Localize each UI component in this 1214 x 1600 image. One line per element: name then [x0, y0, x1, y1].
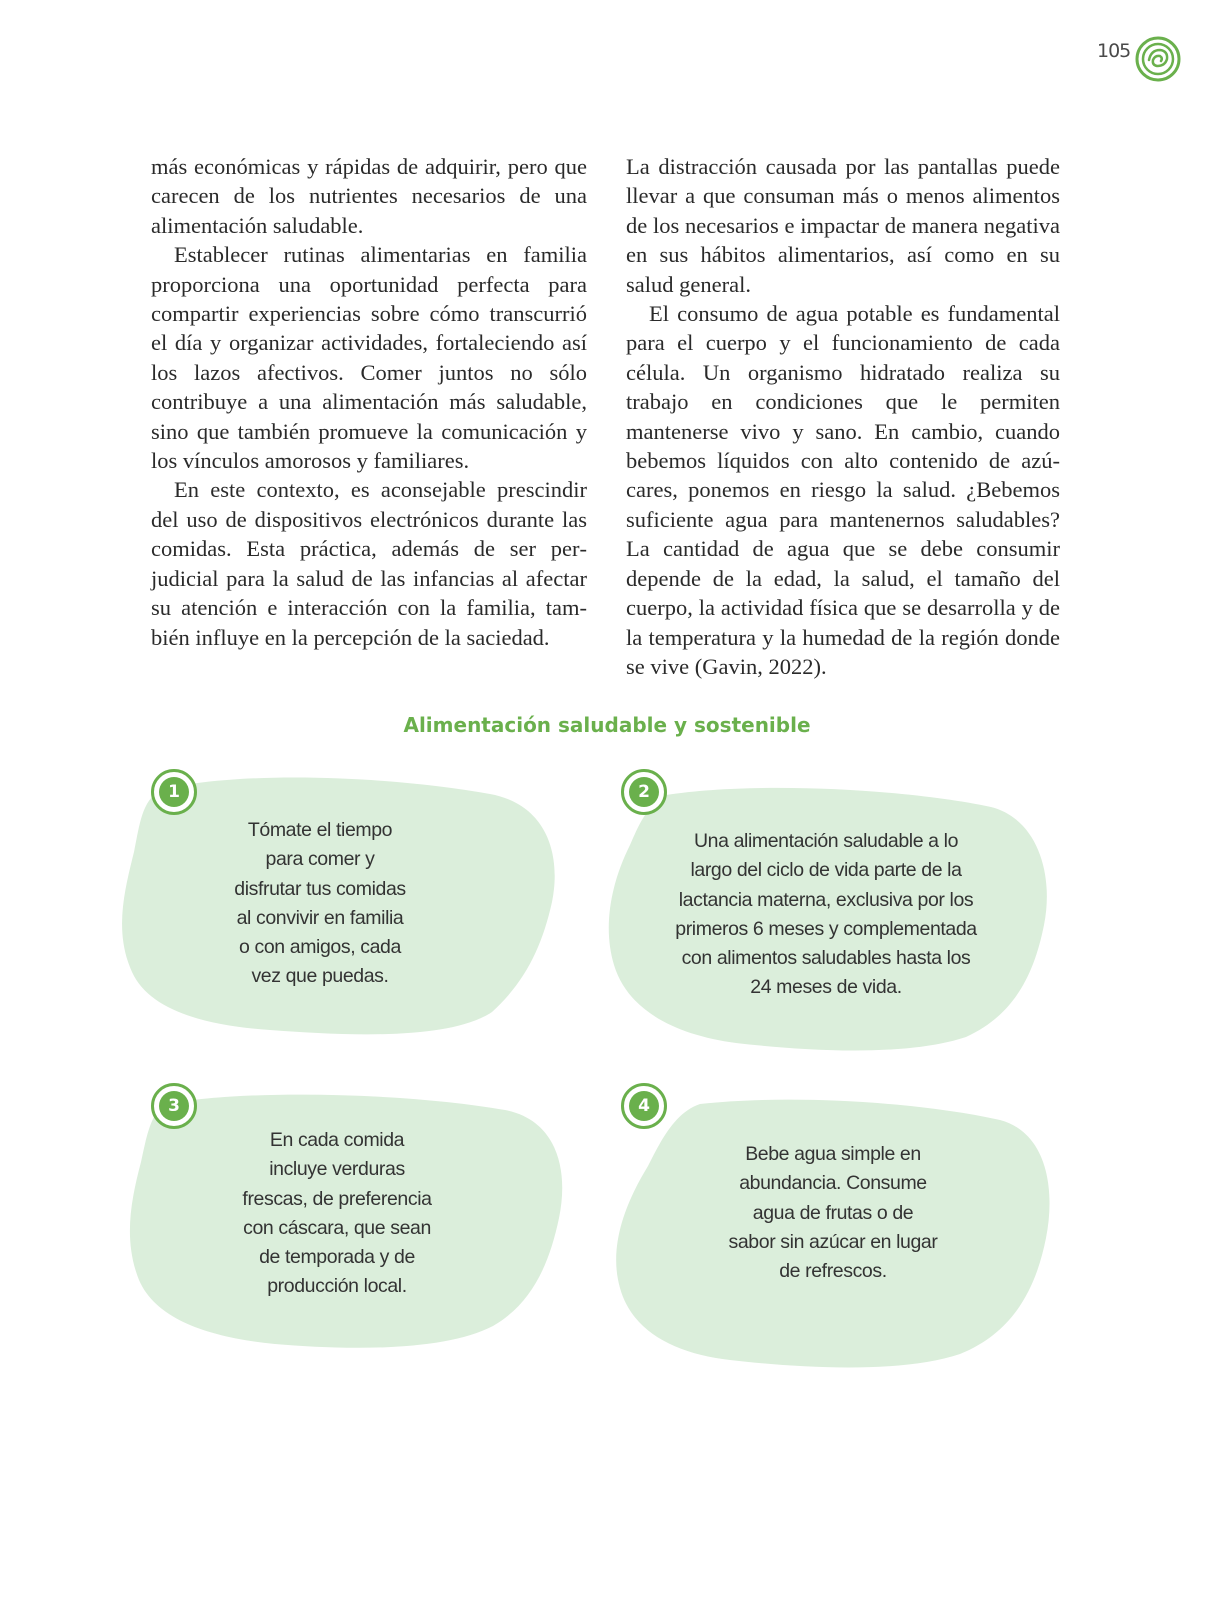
tip-number-badge-3	[151, 1083, 197, 1129]
tip-number: 4	[638, 1096, 650, 1116]
tip-text	[215, 1126, 459, 1302]
tip-line: disfrutar tus comidas	[234, 877, 406, 900]
tip-text	[720, 1140, 946, 1286]
tip-text	[646, 827, 1006, 1003]
paragraph: En este contexto, es aconsejable prescindir del uso de dispositivos electrónicos durante las comidas. Esta práctica, además de ser perjudicial para la salud de las infancias al afectar su atención e interacción con la familia, también influye en la percepción de la saciedad.	[151, 477, 587, 650]
tip-line: primeros 6 meses y complementada	[675, 917, 977, 940]
tip-line: de temporada y de	[259, 1246, 415, 1269]
tip-line: En cada comida	[269, 1129, 405, 1151]
tip-line: con cáscara, que sean	[243, 1216, 431, 1239]
green-circular-emblem-icon	[1135, 36, 1181, 82]
tip-line: Tómate el tiempo	[247, 819, 393, 841]
tip-line: largo del ciclo de vida parte de la	[690, 859, 962, 882]
article-left-column	[151, 152, 587, 652]
tip-line: 24 meses de vida.	[750, 976, 902, 999]
tip-line: sabor sin azúcar en lugar	[728, 1230, 938, 1253]
tip-number-badge-1	[151, 769, 197, 815]
tip-line: vez que puedas.	[251, 965, 389, 988]
tip-card-4	[610, 1098, 1050, 1370]
tip-number: 2	[638, 782, 650, 802]
tip-text	[200, 816, 440, 992]
tip-line: frescas, de preferencia	[242, 1187, 432, 1210]
tip-card-3	[125, 1090, 565, 1352]
tip-line: o con amigos, cada	[239, 936, 401, 959]
page-number: 105	[1097, 40, 1131, 62]
tip-line: lactancia materna, exclusiva por los	[678, 888, 974, 911]
tip-line: Bebe agua simple en	[745, 1143, 921, 1165]
paragraph: más económicas y rápidas de adquirir, pero que carecen de los nutrientes necesarios de una alimentación saludable.	[151, 154, 587, 238]
paragraph: Establecer rutinas alimentarias en familia proporciona una oportunidad perfecta para compartir experiencias sobre cómo transcurrió el día y organizar actividades, fortaleciendo así los lazos afectivos. Comer juntos no sólo contribuye a una alimentación más saludable, sino que también promueve la comunicación y los vínculos amorosos y familiares.	[151, 242, 587, 474]
tip-line: agua de frutas o de	[752, 1201, 914, 1224]
tip-line: abundancia. Consume	[739, 1172, 927, 1195]
tip-line: de refrescos.	[779, 1260, 887, 1283]
article-right-column	[626, 152, 1060, 681]
tip-number: 1	[168, 782, 180, 802]
tip-card-2	[606, 785, 1050, 1055]
tip-line: al convivir en familia	[236, 906, 404, 929]
tip-line: con alimentos saludables hasta los	[681, 947, 971, 970]
tip-number-badge-2	[621, 769, 667, 815]
tip-number-badge-4	[621, 1083, 667, 1129]
tip-line: Una alimentación saludable a lo	[693, 830, 959, 852]
tip-line: incluye verduras	[269, 1158, 405, 1181]
paragraph: El consumo de agua potable es fundamental para el cuerpo y el funcionamiento de cada célula. Un organismo hidratado realiza su trabajo en condiciones que le permiten mantenerse vivo y sano. En cambio, cuando bebemos líquidos con alto contenido de azúcares, ponemos en riesgo la salud. ¿Bebemos suficiente agua para mantenernos saludables? La cantidad de agua que se debe consumir depende de la edad, la salud, el tamaño del cuerpo, la actividad física que se desarrolla y de la temperatura y la humedad de la región donde se vive (Gavin, 2022).	[626, 301, 1060, 679]
tip-number: 3	[168, 1096, 180, 1116]
paragraph: La distracción causada por las pantallas puede llevar a que consuman más o menos alimentos de los necesarios e impactar de manera negativa en sus hábitos alimentarios, así como en su salud general.	[626, 154, 1060, 297]
tip-line: producción local.	[267, 1275, 407, 1298]
tip-line: para comer y	[265, 848, 375, 871]
infographic-title: Alimentación saludable y sostenible	[403, 713, 811, 737]
